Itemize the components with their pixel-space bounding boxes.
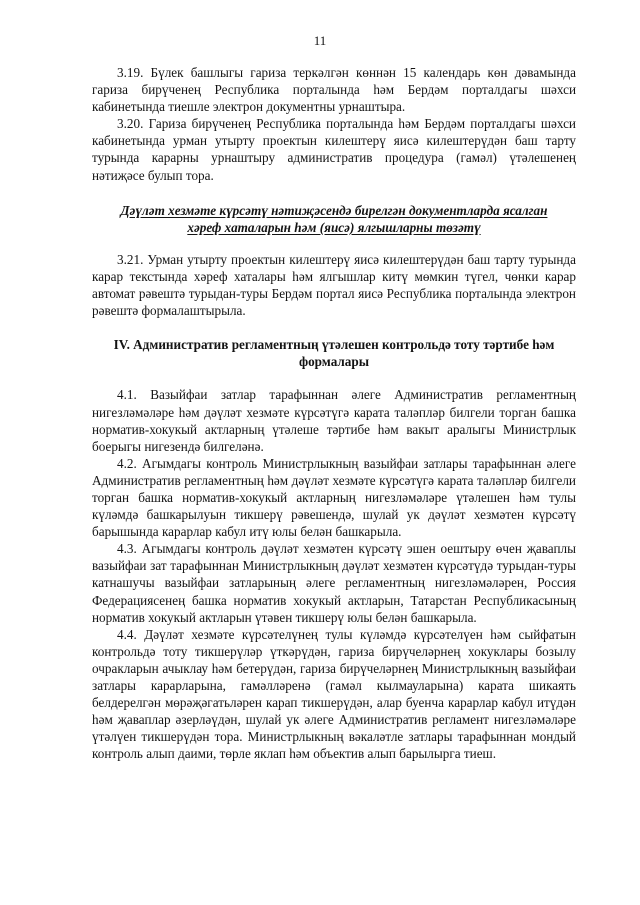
section-heading-iv: IV. Административ регламентның үтәлешен контрольдә тоту тәртибе һәм формалары	[113, 337, 555, 370]
paragraph-3-19: 3.19. Бүлек башлыгы гариза теркәлгән көннән 15 календарь көн дәвамында гариза бирүченең Республика порталында һәм Бердәм порталдагы шәхси кабинетында тиешле электрон документны урнаштыра.	[92, 65, 576, 115]
paragraph-4-1: 4.1. Вазыйфаи затлар тарафыннан әлеге Административ регламентның нигезләмәләре һәм дәүләт хезмәте күрсәтүгә карата таләпләр билгели торган башка норматив-хокукый актларның үтәлеше тәртибе һәм вакыт аралыгы Министрлык боерыгы нигезендә билгеләнә.	[92, 387, 576, 454]
paragraph-3-21: 3.21. Урман утырту проектын килештерү яисә килештерүдән баш тарту турында карар текстында хәреф хаталары һәм ялгышлар китү мөмкин түгел, чөнки карар автомат рәвештә турыдан-туры Бердәм портал яисә Республика порталында электрон рәвештә формалаштырыла.	[92, 251, 576, 319]
paragraph-3-20: 3.20. Гариза бирүченең Республика порталында һәм Бердәм порталдагы шәхси кабинетында урман утырту проектын килештерү яисә килештерүдән баш тарту турында карарны урнаштыру административ процедура (гамәл) үтәлешенең нәтиҗәсе булып тора.	[92, 116, 576, 183]
paragraph-4-4: 4.4. Дәүләт хезмәте күрсәтелүнең тулы күләмдә күрсәтелүен һәм сыйфатын контрольдә тоту тикшерүләр үткәрүдән, гариза бирүчеләрнең хокуклары бозылу очракларын ачыклау һәм бетерүдән, гариза бирүчеләрнең Министрлыкның вазыйфаи затлары карарларына, гамәлләренә (гамәл кылмауларына) карата шикаять белдерелгән мөрәҗәгатьләрен карап тикшерүдән, алар буенча карарлар кабул итүдән һәм җаваплар әзерләүдән, шулай ук әлеге Административ регламент нигезләмәләре үтәлүен тикшерүдән тора. Министрлыкның вәкаләтле затлары тарафыннан мондый контроль алып даими, төрле яклап һәм объектив алып барылырга тиеш.	[92, 626, 576, 762]
document-body	[92, 64, 576, 762]
paragraph-4-2: 4.2. Агымдагы контроль Министрлыкның вазыйфаи затлары тарафыннан әлеге Административ регламентның һәм дәүләт хезмәте күрсәтүгә карата таләпләр билгели торган башка норматив-хокукый актларның нигезләмәләре үтәлешен һәм тулы күләмдә башкарылуын тикшерү рәвешендә, шулай ук дәүләт хезмәтен күрсәтү барышында карарлар кабул итү юлы белән башкарыла.	[92, 455, 576, 540]
page-number: 11	[313, 33, 327, 48]
subsection-heading-corrections: Дәүләт хезмәте күрсәтү нәтиҗәсендә бирелгән документларда ясалган хәреф хаталарын һәм (яисә) ялгышларны төзәтү	[120, 202, 548, 235]
paragraph-4-3: 4.3. Агымдагы контроль дәүләт хезмәтен күрсәтү эшен оештыру өчен җаваплы вазыйфаи зат тарафыннан Министрлыкның дәүләт хезмәтен күрсәтүдә турыдан-туры катнашучы вазыйфаи затларының әлеге регламентның нигезләмәләрен, Россия Федерациясенең башка норматив хокукый актларын, Татарстан Республикасының норматив хокукый актларын үтәвен тикшерү юлы белән башкарыла.	[92, 541, 576, 625]
